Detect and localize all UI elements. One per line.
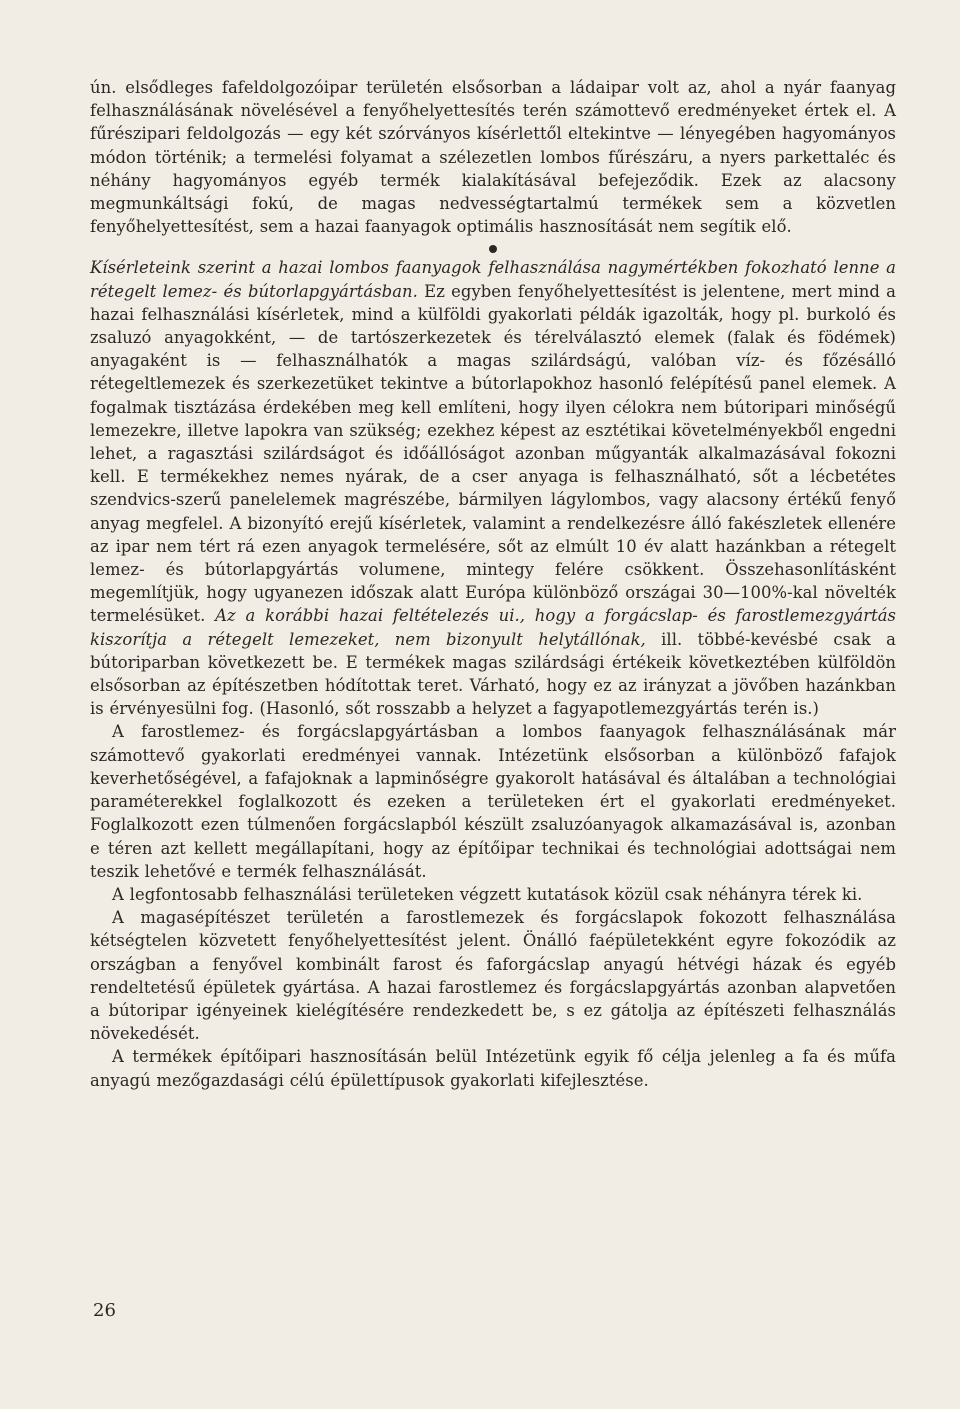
body-text xyxy=(90,76,896,1092)
paragraph-text: Ez egyben fenyőhelyettesítést is jelentene, mert mind a hazai felhasználási kísérletek, mind a külföldi gyakorlati példák igazolták, hogy pl. burkoló és zsaluzó anyagokként, — de tartószerkezetek és térelválasztó elemek (falak és födémek) anyagaként is — felhasználhatók a magas szilárdságú, valóban víz- és főzésálló rétegeltlemezek és szerkezetüket tekintve a bútorlapokhoz hasonló felépítésű panel elemek. A fogalmak tisztázása érdekében meg kell említeni, hogy ilyen célokra nem bútoripari minőségű lemezekre, illetve lapokra van szükség; ezekhez képest az esztétikai követelményekből engedni lehet, a ragasztási szilárdságot és időállóságot azonban műgyanták alkalmazásával fokozni kell. E termékekhez nemes nyárak, de a cser anyaga is felhasználható, sőt a lécbetétes szendvics-szerű panelelemek magrészébe, bármilyen lágylombos, vagy alacsony értékű fenyő anyag megfelel. A bizonyító erejű kísérletek, valamint a rendelkezésre álló fakészletek ellenére az ipar nem tért rá ezen anyagok termelésére, sőt az elmúlt 10 év alatt hazánkban a rétegelt lemez- és bútorlapgyártás volumene, mintegy felére csökkent. Összehasonlításként megemlítjük, hogy ugyanezen időszak alatt Európa különböző országai 30—100%-kal növelték termelésüket. xyxy=(90,281,896,626)
paragraph-6 xyxy=(90,1045,896,1091)
paragraph-text: ún. elsődleges fafeldolgozóipar területén elsősorban a ládaipar volt az, ahol a nyár faanyag felhasználásának növelésével a fenyőhelyettesítés terén számottevő eredményeket értek el. A fűrészipari feldolgozás — egy két szórványos kísérlettől eltekintve — lényegében hagyományos módon történik; a termelési folyamat a szélezetlen lombos fűrészáru, a nyers parkettaléc és néhány hagyományos egyéb termék kialakításával befejeződik. Ezek az alacsony megmunkáltsági fokú, de magas nedvességtartalmú termékek sem a közvetlen fenyőhelyettesítést, sem a hazai faanyagok optimális hasznosítását nem segítik elő. xyxy=(90,78,896,237)
paragraph-2 xyxy=(90,256,896,720)
paragraph-text: ill. többé-kevésbé csak a bútoriparban következett be. E termékek magas szilárdsági értékeik következtében külföldön elsősorban az építészetben hódítottak teret. Várható, hogy ez az irányzat a jövőben hazánkban is érvényesülni fog. (Hasonló, sőt rosszabb a helyzet a fagyapotlemezgyártás terén is.) xyxy=(90,629,896,719)
paragraph-1 xyxy=(90,76,896,238)
emphasis-text: Kísérleteink szerint a hazai lombos faanyagok felhasználása nagymértékben fokozható lenne a rétegelt lemez- és bútorlapgyártásban. xyxy=(90,258,896,301)
emphasis-text: Az a korábbi hazai feltételezés ui., hogy a forgácslap- és farostlemezgyártás kiszorítja a rétegelt lemezeket, nem bizonyult helytállónak, xyxy=(90,606,896,649)
paragraph-text: A termékek építőipari hasznosításán belül Intézetünk egyik fő célja jelenleg a fa és műfa anyagú mezőgazdasági célú épülettípusok gyakorlati kifejlesztése. xyxy=(90,1047,896,1090)
paragraph-4 xyxy=(90,883,896,906)
paragraph-text: A legfontosabb felhasználási területeken végzett kutatások közül csak néhányra térek ki. xyxy=(112,884,863,904)
section-bullet xyxy=(489,245,497,253)
paragraph-5 xyxy=(90,906,896,1045)
paragraph-3 xyxy=(90,720,896,882)
page-number: 26 xyxy=(93,1300,116,1321)
paragraph-text: A farostlemez- és forgácslapgyártásban a lombos faanyagok felhasználásának már számottevő gyakorlati eredményei vannak. Intézetünk elsősorban a különböző fafajok keverhetőségével, a fafajoknak a lapminőségre gyakorolt hatásával és általában a technológiai paraméterekkel foglalkozott és ezeken a területeken ért el gyakorlati eredményeket. Foglalkozott ezen túlmenően forgácslapból készült zsaluzóanyagok alkamazásával is, azonban e téren azt kellett megállapítani, hogy az építőipar technikai és technológiai adottságai nem teszik lehetővé e termék felhasználását. xyxy=(90,722,896,881)
paragraph-text: A magasépítészet területén a farostlemezek és forgácslapok fokozott felhasználása kétségtelen közvetett fenyőhelyettesítést jelent. Önálló faépületekként egyre fokozódik az országban a fenyővel kombinált farost és faforgácslap anyagú hétvégi házak és egyéb rendeltetésű épületek gyártása. A hazai farostlemez és forgácslapgyártás azonban alapvetően a bútoripar igényeinek kielégítésére rendezkedett be, s ez gátolja az építészeti felhasználás növekedését. xyxy=(90,908,896,1044)
